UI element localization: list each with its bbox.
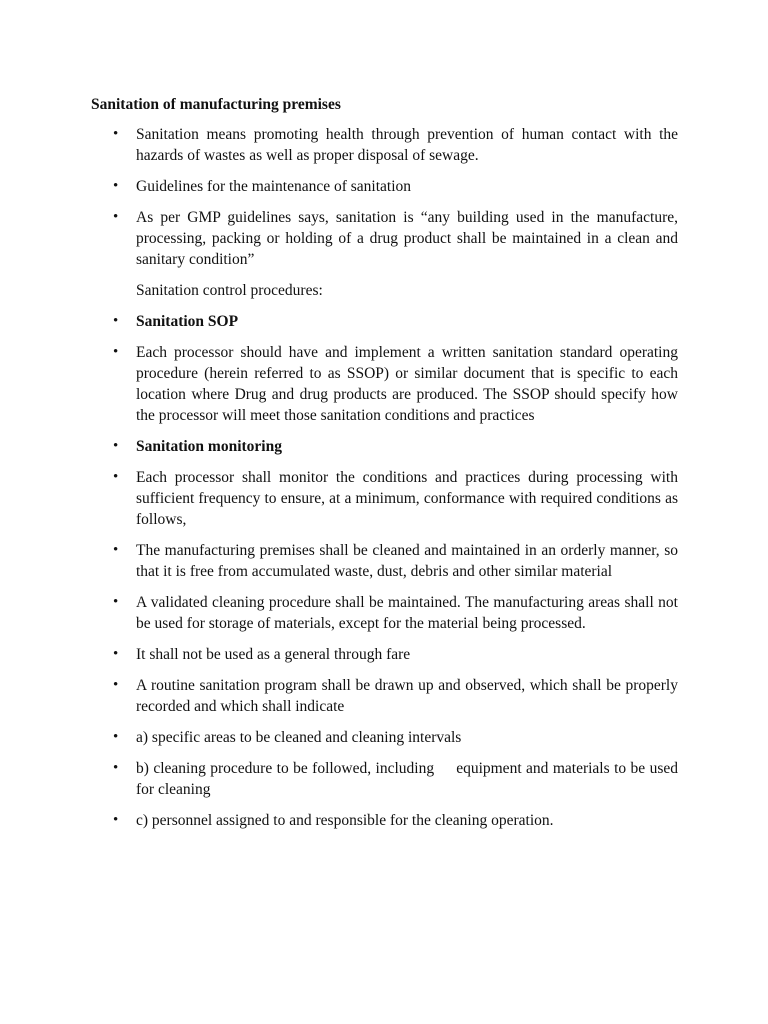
list-item-text: A validated cleaning procedure shall be maintained. The manufacturing areas shall not be used for storage of materials, except for the material being processed. — [136, 594, 678, 632]
list-item-text: Each processor should have and implement a written sanitation standard operating procedure (herein referred to as SSOP) or similar document that is specific to each location where Drug and drug products are produced. The SSOP should specify how the processor will meet those sanitation conditions and practices — [136, 344, 678, 424]
list-item-text: Each processor shall monitor the conditions and practices during processing with sufficient frequency to ensure, at a minimum, conformance with required conditions as follows, — [136, 469, 678, 528]
list-item — [91, 124, 678, 166]
bullet-icon: • — [113, 178, 119, 194]
section-heading: Sanitation monitoring — [136, 438, 282, 455]
bullet-icon: • — [113, 542, 119, 558]
bullet-icon: • — [113, 469, 119, 485]
list-item — [91, 810, 678, 831]
bullet-icon: • — [113, 729, 119, 745]
bullet-icon: • — [113, 209, 119, 225]
bullet-icon: • — [113, 344, 119, 360]
bullet-icon: • — [113, 438, 119, 454]
list-item — [91, 176, 678, 197]
list-item-text: c) personnel assigned to and responsible for the cleaning operation. — [136, 812, 554, 829]
list-item — [91, 342, 678, 426]
list-item — [91, 311, 678, 332]
list-item-text: Guidelines for the maintenance of sanitation — [136, 178, 412, 195]
list-item — [91, 758, 682, 800]
list-item — [91, 675, 678, 717]
bullet-list — [91, 124, 682, 831]
bullet-icon: • — [113, 760, 119, 776]
list-item-text: As per GMP guidelines says, sanitation is “any building used in the manufacture, processing, packing or holding of a drug product shall be maintained in a clean and sanitary condition” — [136, 209, 678, 268]
bullet-icon: • — [113, 313, 119, 329]
list-item — [91, 540, 678, 582]
list-item — [91, 207, 678, 270]
bullet-icon: • — [113, 677, 119, 693]
bullet-icon: • — [113, 812, 119, 828]
list-item-text: Sanitation control procedures: — [136, 282, 323, 299]
list-item — [91, 592, 678, 634]
list-item-text: Sanitation means promoting health through prevention of human contact with the hazards of wastes as well as proper disposal of sewage. — [136, 126, 678, 164]
bullet-icon: • — [113, 646, 119, 662]
list-item — [91, 467, 678, 530]
list-item — [91, 436, 678, 457]
list-item — [91, 644, 678, 665]
list-item-text: It shall not be used as a general through fare — [136, 646, 411, 663]
subheading-text — [91, 280, 678, 301]
document-title: Sanitation of manufacturing premises — [91, 96, 341, 113]
list-item-text: a) specific areas to be cleaned and cleaning intervals — [136, 729, 462, 746]
section-heading: Sanitation SOP — [136, 313, 239, 330]
list-item-text: The manufacturing premises shall be cleaned and maintained in an orderly manner, so that it is free from accumulated waste, dust, debris and other similar material — [136, 542, 678, 580]
bullet-icon: • — [113, 594, 119, 610]
list-item-text: b) cleaning procedure to be followed, including equipment and materials to be used for cleaning — [136, 760, 682, 798]
list-item — [91, 727, 678, 748]
list-item-text: A routine sanitation program shall be drawn up and observed, which shall be properly recorded and which shall indicate — [136, 677, 678, 715]
bullet-icon: • — [113, 126, 119, 142]
